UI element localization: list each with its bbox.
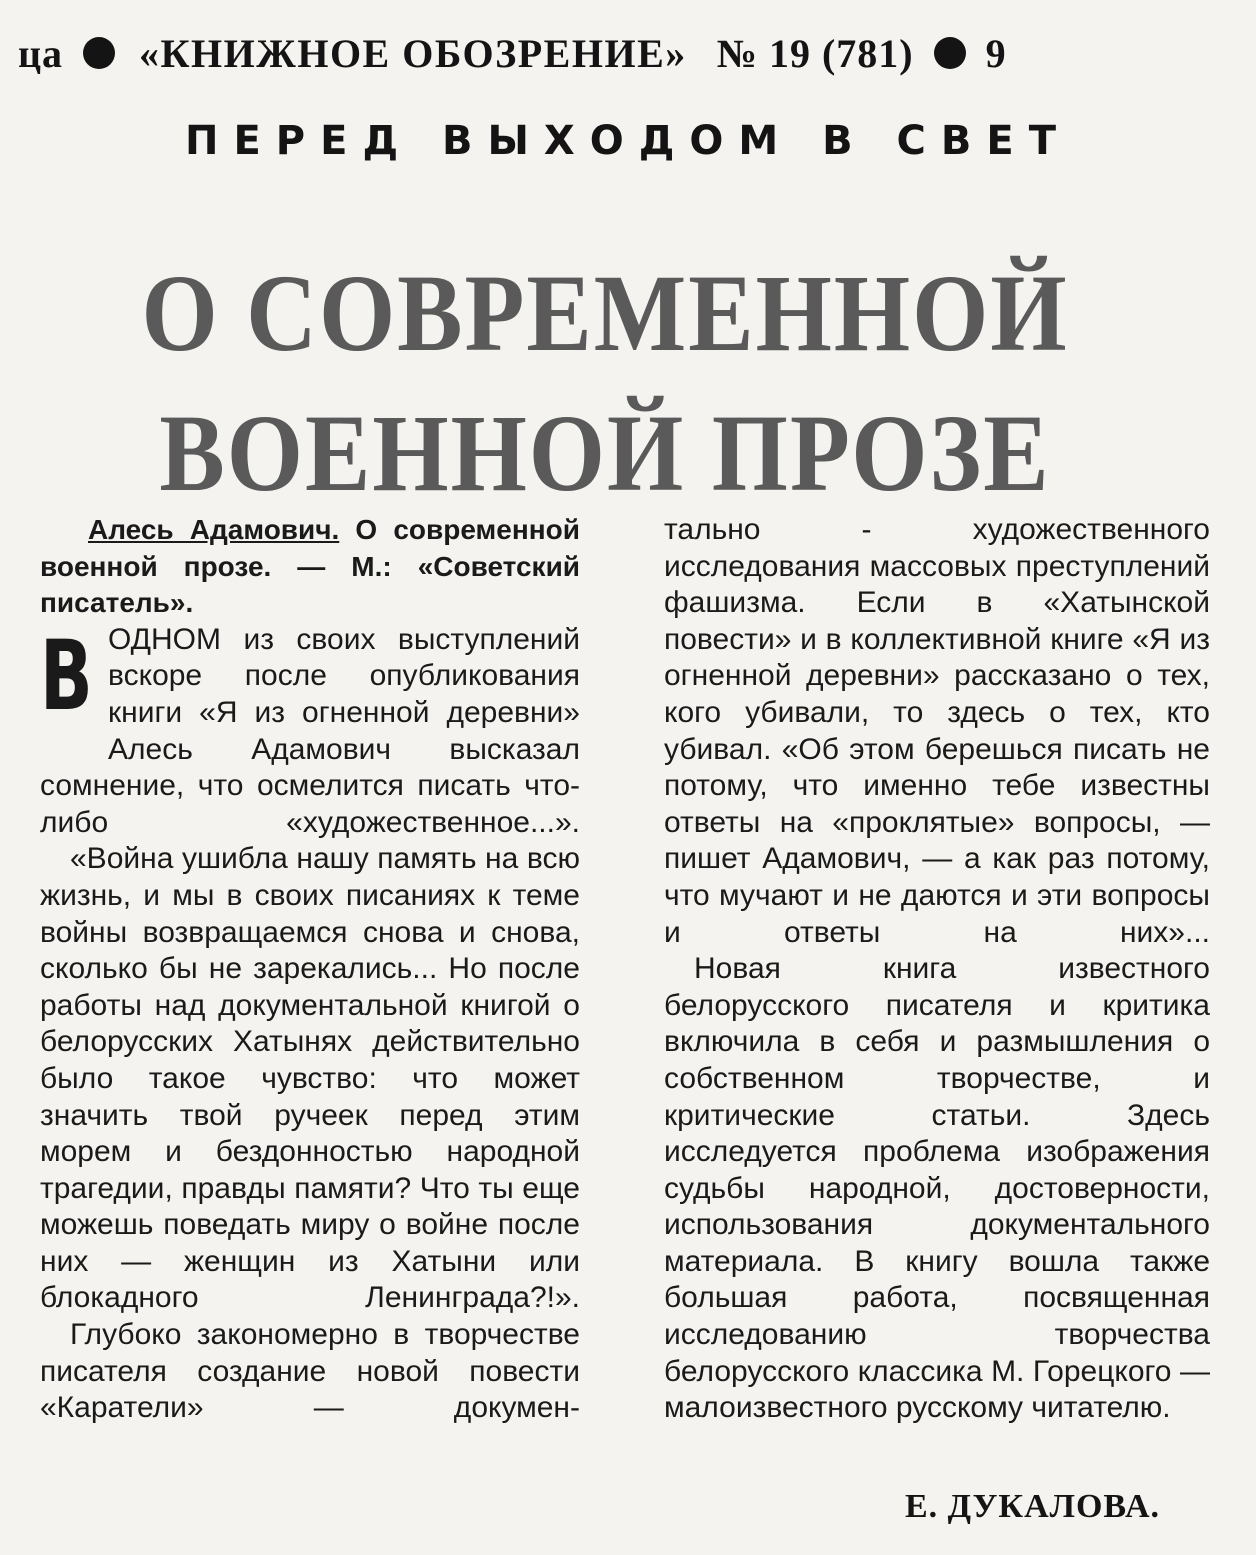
article-column-right <box>664 512 1210 1427</box>
headline-line-1: О СОВРЕМЕННОЙ <box>141 253 1069 375</box>
newspaper-title: «КНИЖНОЕ ОБОЗРЕНИЕ» <box>139 30 687 76</box>
issue-number: № 19 (781) <box>716 30 914 76</box>
paragraph-3: Глубоко закономерно в творчестве писателя создание новой повести «Каратели» — докумен- <box>40 1318 580 1425</box>
page-number: 9 <box>985 30 1007 76</box>
paragraph-1 <box>40 619 580 842</box>
paragraph-1-text: ОДНОМ из своих выступлений вскоре после опубликования книги «Я из огненной деревни» Алесь Адамович высказал сомнение, что осмелится писать что-либо «художественное...». <box>40 622 580 839</box>
bullet-icon <box>83 37 115 69</box>
paragraph-2: «Война ушибла нашу память на всю жизнь, и мы в своих писаниях к теме войны возвращаемся снова и снова, сколько бы не зарекались... Но после работы над документальной книгой о белорусских Хатынях действительно было такое чувство: что может значить твой ручеек перед этим морем и бездонностью народной трагедии, правды памяти? Что ты еще можешь поведать миру о войне после них — женщин из Хатыни или блокадного Ленинграда?!». <box>40 842 580 1315</box>
bullet-icon <box>934 37 966 69</box>
masthead-left-fragment: ца <box>18 30 64 76</box>
paragraph-4: Новая книга известного белорусского писателя и критика включила в себя и размышления о собственном творчестве, и критические статьи. Здесь исследуется проблема изображения судьбы народной, достоверности, использования документального материала. В книгу вошла также большая работа, посвященная исследованию творчества белорусского классика М. Горецкого — малоизвестного русскому читателю. <box>664 952 1210 1425</box>
newspaper-masthead <box>18 22 1228 84</box>
drop-cap: В <box>40 619 93 732</box>
book-reference: О современной военной прозе. — М.: «Советский писатель». <box>40 514 580 619</box>
headline-line-2: ВОЕННОЙ ПРОЗЕ <box>159 393 1051 515</box>
paragraph-3-continued: тально - художественного исследования массовых преступлений фашизма. Если в «Хатынской повести» и в коллективной книге «Я из огненной деревни» рассказано о тех, кого убивали, то здесь о тех, кто убивал. «Об этом берешься писать не потому, что именно тебе известны ответы на «проклятые» вопросы, — пишет Адамович, — а как раз потому, что мучают и не даются и эти вопросы и ответы на них»... <box>664 513 1210 949</box>
author-signature: Е. ДУКАЛОВА. <box>904 1488 1160 1525</box>
bibliography-note <box>40 512 580 622</box>
article-column-left <box>40 512 580 1427</box>
section-rubric: ПЕРЕД ВЫХОДОМ В СВЕТ <box>185 118 1071 164</box>
book-author: Алесь Адамович. <box>88 514 340 545</box>
